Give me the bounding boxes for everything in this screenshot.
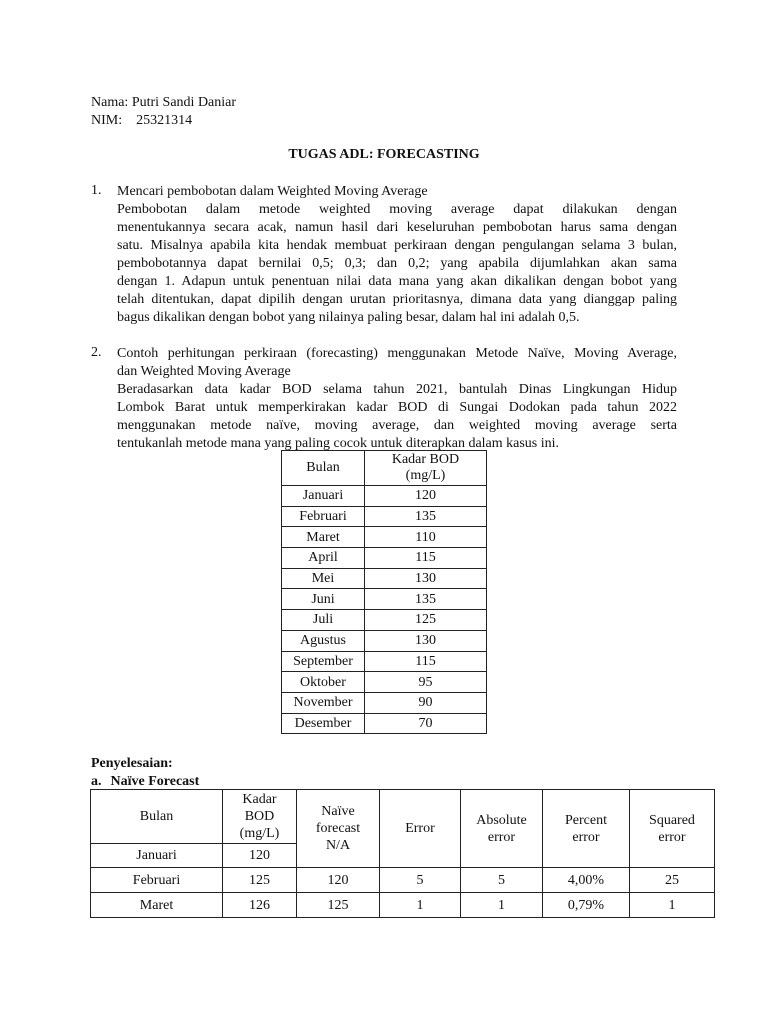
cell-squared-error: 25: [630, 868, 715, 893]
header-kadar-l2: BOD: [244, 809, 275, 824]
header-error: Error: [380, 790, 461, 868]
cell-kadar: 115: [365, 651, 487, 672]
cell-percent-error: 4,00%: [543, 868, 630, 893]
section1-line: Pembobotan dalam metode weighted moving average dapat dilakukan dengan: [117, 202, 677, 217]
cell-forecast: 125: [297, 893, 380, 918]
header-abs-l1: Absolute: [476, 812, 527, 828]
section1-body: [117, 183, 677, 327]
cell-squared-error: 1: [630, 893, 715, 918]
solution-heading: Penyelesaian:: [91, 756, 173, 771]
table-row: [282, 651, 487, 672]
nim-label: NIM:: [91, 113, 123, 128]
student-info: [91, 94, 236, 130]
header-bulan: Bulan: [282, 451, 365, 486]
header-naive-l2: forecast: [315, 821, 361, 836]
header-pct-l2: error: [572, 829, 600, 845]
header-squared-error: [630, 790, 715, 868]
header-sq-l2: error: [658, 829, 686, 845]
header-abs-l2: error: [487, 829, 516, 845]
table-row: [282, 630, 487, 651]
cell-error: 1: [380, 893, 461, 918]
table-header-row: [91, 790, 715, 844]
section1-heading: Mencari pembobotan dalam Weighted Moving Average: [117, 184, 428, 199]
section2-line: tentukanlah metode mana yang paling cocok untuk diterapkan dalam kasus ini.: [117, 436, 560, 451]
header-naive-l1: Naïve: [321, 804, 355, 819]
cell-kadar: 70: [365, 713, 487, 734]
cell-bulan: Februari: [282, 506, 365, 527]
document-title: TUGAS ADL: FORECASTING: [288, 147, 480, 162]
header-naive-l3: N/A: [325, 838, 351, 853]
sub-title: Naïve Forecast: [110, 774, 200, 789]
naive-forecast-table: [90, 789, 715, 918]
cell-bulan: April: [282, 548, 365, 569]
cell-bulan: September: [282, 651, 365, 672]
section2-line: menggunakan metode naïve, moving average, dan weighted moving average serta: [117, 418, 677, 433]
section2-number: 2.: [91, 345, 102, 360]
cell-kadar: 125: [223, 868, 297, 893]
name-value: Putri Sandi Daniar: [131, 95, 237, 110]
cell-bulan: Oktober: [282, 672, 365, 693]
cell-forecast: 120: [297, 868, 380, 893]
cell-bulan: November: [282, 692, 365, 713]
table-header-row: [282, 451, 487, 486]
cell-kadar: 115: [365, 548, 487, 569]
sub-letter: a.: [91, 774, 102, 789]
table-row: [282, 548, 487, 569]
header-absolute-error: [461, 790, 543, 868]
cell-bulan: Agustus: [282, 630, 365, 651]
cell-kadar: 130: [365, 630, 487, 651]
table-row: [282, 672, 487, 693]
header-pct-l1: Percent: [565, 812, 607, 828]
cell-bulan: Maret: [91, 893, 223, 918]
cell-percent-error: 0,79%: [543, 893, 630, 918]
table-row: [282, 568, 487, 589]
cell-bulan: Juni: [282, 589, 365, 610]
cell-kadar: 135: [365, 589, 487, 610]
cell-kadar: 110: [365, 527, 487, 548]
cell-bulan: Juli: [282, 610, 365, 631]
table-row: [282, 692, 487, 713]
cell-kadar: 120: [223, 844, 297, 868]
cell-bulan: Januari: [282, 486, 365, 507]
solution-heading-block: [91, 755, 199, 791]
table-row: [91, 893, 715, 918]
name-label: Nama:: [91, 95, 129, 110]
cell-bulan: Maret: [282, 527, 365, 548]
cell-bulan: Mei: [282, 568, 365, 589]
table-row: [282, 506, 487, 527]
nim-value: 25321314: [136, 113, 193, 128]
header-kadar-l3: (mg/L): [239, 826, 280, 841]
section1-line: pembobotannya dapat bernilai 0,5; 0,3; dan 0,2; yang apabila dijumlahkan akan sama: [117, 256, 677, 271]
cell-kadar: 135: [365, 506, 487, 527]
section2-line: Beradasarkan data kadar BOD selama tahun 2021, bantulah Dinas Lingkungan Hidup: [117, 382, 677, 397]
cell-kadar: 130: [365, 568, 487, 589]
table-row: [282, 486, 487, 507]
section2-line: Lombok Barat untuk memperkirakan kadar BOD di Sungai Dodokan pada tahun 2022: [117, 400, 677, 415]
section1-line: telah ditentukan, dapat dipilih dengan urutan prioritasnya, dimana data yang dianggap paling: [117, 292, 677, 307]
cell-bulan: Desember: [282, 713, 365, 734]
header-sq-l1: Squared: [649, 812, 695, 828]
section2-body: [117, 345, 677, 453]
header-bulan: Bulan: [91, 790, 223, 844]
table-row: [282, 527, 487, 548]
cell-kadar: 125: [365, 610, 487, 631]
cell-bulan: Februari: [91, 868, 223, 893]
section1-number: 1.: [91, 183, 102, 198]
table-row: [282, 589, 487, 610]
section1-line: satu. Misalnya apabila kita hendak membuat perkiraan dengan pengulangan selama 3 bulan,: [117, 238, 677, 253]
section1-line: bagus dikalikan dengan bobot yang nilainya paling besar, dalam hal ini adalah 0,5.: [117, 310, 580, 325]
section2-heading-line: dan Weighted Moving Average: [117, 364, 291, 379]
section1-line: dengan 1. Adapun untuk penentuan nilai data mana yang akan dikalikan dengan bobot yang: [117, 274, 677, 289]
table-row: [282, 713, 487, 734]
cell-kadar: 90: [365, 692, 487, 713]
cell-absolute-error: 1: [461, 893, 543, 918]
cell-bulan: Januari: [91, 844, 223, 868]
cell-kadar: 126: [223, 893, 297, 918]
header-kadar-bod: [365, 451, 487, 486]
header-kadar-line2: (mg/L): [405, 468, 446, 483]
cell-error: 5: [380, 868, 461, 893]
header-percent-error: [543, 790, 630, 868]
table-row: [91, 868, 715, 893]
header-kadar-l1: Kadar: [242, 792, 277, 807]
table-row: [282, 610, 487, 631]
cell-kadar: 120: [365, 486, 487, 507]
name-row: [91, 94, 236, 112]
cell-absolute-error: 5: [461, 868, 543, 893]
section2-heading-line: Contoh perhitungan perkiraan (forecasting) menggunakan Metode Naïve, Moving Average,: [117, 346, 677, 361]
nim-row: [91, 112, 236, 130]
header-naive-forecast: [297, 790, 380, 868]
section1-line: menentukannya secara acak, namun hasil dari keseluruhan pembobotan harus sama dengan: [117, 220, 677, 235]
cell-kadar: 95: [365, 672, 487, 693]
header-kadar-bod: [223, 790, 297, 844]
header-kadar-line1: Kadar BOD: [391, 452, 460, 467]
bod-data-table: [281, 450, 487, 734]
